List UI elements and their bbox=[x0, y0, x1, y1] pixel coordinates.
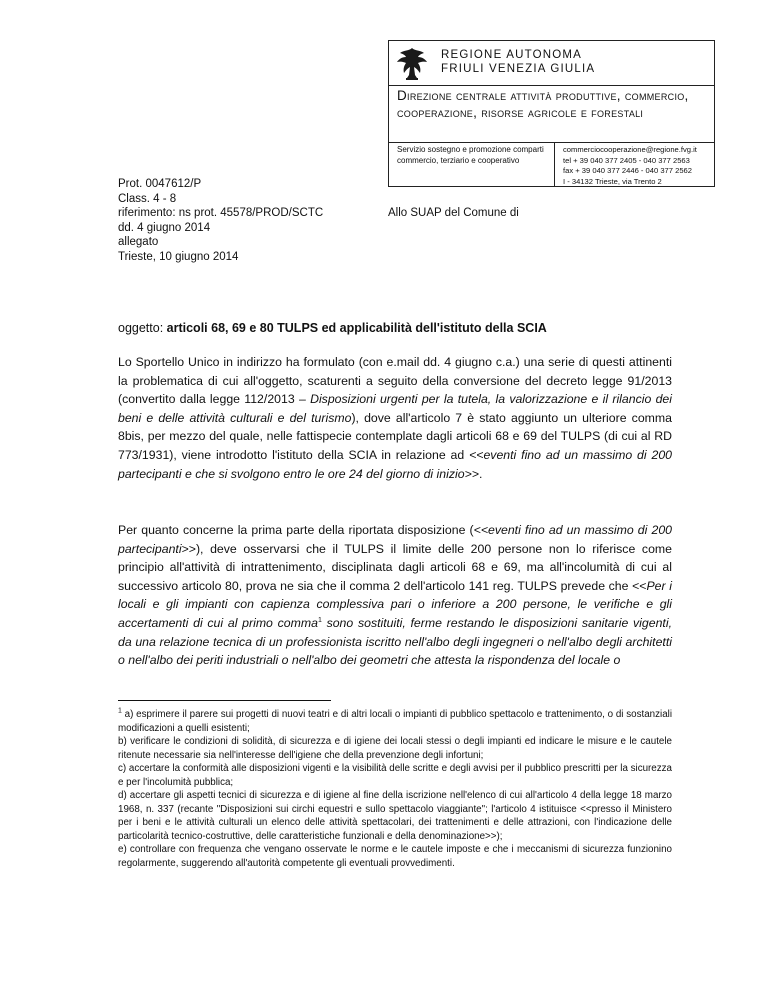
subject-label: oggetto: bbox=[118, 321, 167, 335]
protocol-attached: allegato bbox=[118, 236, 159, 248]
contact-tel: tel + 39 040 377 2405 - 040 377 2563 bbox=[563, 155, 690, 165]
direction-row bbox=[389, 85, 714, 143]
p2-quote-a: <<eventi fino ad un massimo di 200 partecipanti bbox=[118, 523, 673, 556]
contact-block bbox=[563, 145, 713, 187]
footnote-ref[interactable]: 1 bbox=[317, 616, 322, 624]
recipient: Allo SUAP del Comune di bbox=[388, 207, 519, 219]
p1-law-title: Disposizioni urgenti per la tutela, la valorizzazione e il rilancio dei beni e delle attività culturali e del turismo bbox=[118, 392, 672, 425]
footnote-item-e: e) controllare con frequenza che vengano osservate le norme e le cautele imposte e che i meccanismi di sicurezza funzionino regolarmente, suggerendo all'autorità competente gli eventuali provvedimenti. bbox=[118, 844, 672, 869]
footnote-item-b: b) verificare le condizioni di solidità, di sicurezza e di igiene dei locali stessi o degli impianti ed indicare le misure e le cautele ritenute necessarie sia nell'interesse dell'igiene che della prevenzione degli infortuni; bbox=[118, 736, 672, 761]
eagle-emblem-icon bbox=[395, 45, 429, 81]
protocol-dd: dd. 4 giugno 2014 bbox=[118, 221, 211, 234]
footnote-item-d: d) accertare gli aspetti tecnici di sicurezza e di igiene al fine della iscrizione nell'elenco di cui all'articolo 4 della legge 18 marzo 1968, n. 337 (recante "Disposizioni sui circhi equestri e sullo spettacolo viaggiante"; l'articolo 4 istituisce <<presso il Ministero per i beni e le attività culturali un elenco delle attività spettacolari, dei trattenimenti e delle attrazioni, con l'indicazione delle particolarità tecnico-costruttive, delle caratteristiche funzionali e della denominazione>>); bbox=[118, 790, 672, 842]
protocol-class: Class. 4 - 8 bbox=[118, 192, 177, 205]
footnote-item-c: c) accertare la conformità alle disposizioni vigenti e la visibilità delle scritte e degli avvisi per il pubblico prescritti per la sicurezza e per l'incolumità pubblica; bbox=[118, 763, 672, 788]
p1-text-c: . bbox=[478, 466, 483, 481]
footnote-item-a bbox=[118, 708, 672, 735]
protocol-place-date: Trieste, 10 giugno 2014 bbox=[118, 250, 239, 263]
p1-text-b: ), dove all'articolo 7 è stato aggiunto un ulteriore comma 8bis, per mezzo del quale, nelle fattispecie contemplate dagli articoli 68 e 69 del TULPS (di cui al RD 773/1931), viene introdotto l'istituto della SCIA in relazione ad bbox=[118, 410, 672, 462]
contact-fax: fax + 39 040 377 2446 - 040 377 2562 bbox=[563, 166, 692, 175]
footnote-mark: 1 bbox=[118, 707, 122, 715]
service-name: Servizio sostegno e promozione comparti commercio, terziario e cooperativo bbox=[397, 145, 544, 165]
subject-line bbox=[118, 321, 547, 335]
protocol-block bbox=[118, 177, 323, 264]
p2-text-b: >>), deve osservarsi che il TULPS il limite delle 200 persone non lo riferisce come principio all'attività di intrattenimento, disciplinata dagli articoli 68 e 69, ma all'incolumità di cui al successivo articolo 80, prova ne sia che il comma 2 dell'articolo 141 reg. TULPS prevede che << bbox=[118, 541, 672, 593]
p2-quote-b: Per i locali e gli impianti con capienza complessiva pari o inferiore a 200 persone, le verifiche e gli accertamenti di cui al primo comma bbox=[118, 578, 672, 630]
contact-address: I - 34132 Trieste, via Trento 2 bbox=[563, 176, 662, 186]
letterhead-box bbox=[388, 40, 715, 187]
header-divider bbox=[554, 142, 555, 187]
footnote-separator bbox=[118, 700, 331, 701]
p1-quote: <<eventi fino ad un massimo di 200 partecipanti e che si svolgono entro le ore 24 del giorno di inizio>> bbox=[118, 447, 672, 481]
subject-text: articoli 68, 69 e 80 TULPS ed applicabilità dell'istituto della SCIA bbox=[166, 321, 547, 335]
service-row bbox=[389, 142, 714, 186]
protocol-number: Prot. 0047612/P bbox=[118, 178, 202, 190]
p1-text-a: Lo Sportello Unico in indirizzo ha formulato (con e.mail dd. 4 giugno c.a.) una serie di questi attinenti la problematica di cui all'oggetto, scaturenti a seguito della conversione del decreto legge 91/2013 (convertito dalla legge 112/2013 – bbox=[118, 355, 672, 407]
direction-name: Direzione centrale attività produttive, commercio, cooperazione, risorse agricole e forestali bbox=[397, 88, 689, 120]
region-line-1: REGIONE AUTONOMA bbox=[441, 49, 583, 61]
footnote bbox=[118, 708, 672, 870]
contact-email[interactable]: commerciocooperazione@regione.fvg.it bbox=[563, 145, 697, 154]
protocol-reference: riferimento: ns prot. 45578/PROD/SCTC bbox=[118, 207, 324, 219]
p2-quote-c: sono sostituiti, ferme restando le disposizioni sanitarie vigenti, da una relazione tecnica di un professionista iscritto nell'albo degli ingegneri o nell'albo degli architetti o nell'albo dei periti industriali o nell'albo dei geometri che attesta la rispondenza del locale o bbox=[118, 615, 672, 668]
p2-text-a: Per quanto concerne la prima parte della riportata disposizione ( bbox=[118, 523, 474, 537]
region-line-2: FRIULI VENEZIA GIULIA bbox=[441, 63, 596, 75]
region-row bbox=[389, 41, 714, 86]
body-paragraph-2 bbox=[118, 521, 672, 670]
footnote-a-text: a) esprimere il parere sui progetti di nuovi teatri e di altri locali o impianti di pubblico spettacolo e trattenimento, o di sostanziali modificazioni a quelli esistenti; bbox=[118, 709, 672, 734]
body-paragraph-1 bbox=[118, 353, 672, 483]
region-name bbox=[441, 48, 595, 76]
